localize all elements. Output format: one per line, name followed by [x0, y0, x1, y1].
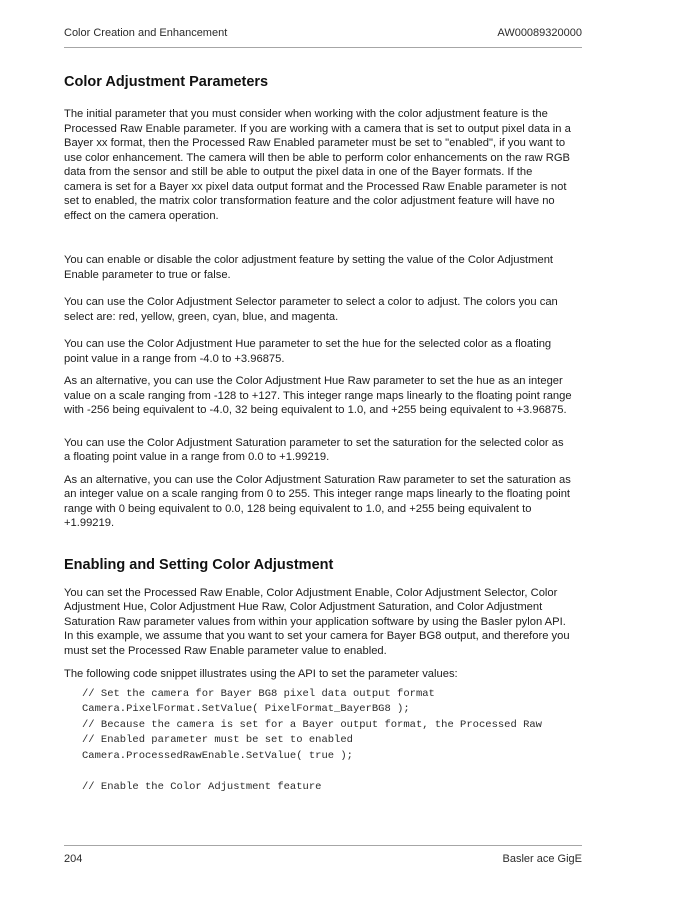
paragraph-color-adjustment-selector: You can use the Color Adjustment Selector parameter to select a color to adjust. The colors you can select are: red, yellow, green, cyan, blue, and magenta. — [64, 296, 558, 323]
paragraph-color-adjustment-hue: You can use the Color Adjustment Hue parameter to set the hue for the selected color as a floating point value in a range from -4.0 to +3.96875. — [64, 338, 552, 365]
paragraph-color-adjustment-enable: You can enable or disable the color adjustment feature by setting the value of the Color Adjustment Enable parameter to true or false. — [64, 254, 554, 281]
code-snippet — [64, 687, 582, 796]
paragraph-color-adjustment-saturation: You can use the Color Adjustment Saturation parameter to set the saturation for the selected color as a floating point value in a range from 0.0 to +1.99219. — [64, 436, 564, 463]
footer-page-number: 204 — [64, 853, 83, 865]
page-header — [64, 27, 582, 48]
code-line-comment-set-camera: // Set the camera for Bayer BG8 pixel data output format — [82, 687, 435, 700]
paragraph-color-adjustment-saturation-raw: As an alternative, you can use the Color Adjustment Saturation Raw parameter to set the saturation as an integer value on a scale ranging from 0 to 255. This integer range maps linearly to the floating point range with 0 being equivalent to 0.0, 128 being equivalent to 1.0, and +255 being equivalent to +1.99219. — [64, 473, 571, 529]
section-heading-color-adjustment-parameters: Color Adjustment Parameters — [64, 74, 269, 90]
page-body — [64, 74, 582, 795]
code-line-comment-enabled-parameter: // Enabled parameter must be set to enabled — [82, 734, 353, 746]
code-line-comment-enable-color-adjustment: // Enable the Color Adjustment feature — [82, 780, 322, 793]
code-line-pixelformat-setvalue: Camera.PixelFormat.SetValue( PixelFormat_BayerBG8 ); — [82, 703, 410, 715]
paragraph-pylon-api-example: You can set the Processed Raw Enable, Color Adjustment Enable, Color Adjustment Selector, Color Adjustment Hue, Color Adjustment Hue Raw, Color Adjustment Saturation, and Color Adjustment Saturation Raw parameter values from within your application software by using the Basler pylon API. In this example, we assume that you want to set your camera for Bayer BG8 output, and therefore you must set the Processed Raw Enable parameter value to enabled. — [64, 586, 570, 657]
code-line-comment-because: // Because the camera is set for a Bayer output format, the Processed Raw — [82, 718, 542, 731]
header-running-title: Color Creation and Enhancement — [64, 27, 228, 39]
section-heading-enabling-and-setting: Enabling and Setting Color Adjustment — [64, 556, 334, 573]
paragraph-code-snippet-intro: The following code snippet illustrates using the API to set the parameter values: — [64, 668, 458, 680]
header-document-id: AW00089320000 — [497, 27, 582, 39]
footer-product-name: Basler ace GigE — [502, 853, 582, 865]
page-footer — [64, 845, 582, 865]
paragraph-color-adjustment-hue-raw: As an alternative, you can use the Color Adjustment Hue Raw parameter to set the hue as an integer value on a scale ranging from -128 to +127. This integer range maps linearly to the floating point range with -256 being equivalent to -4.0, 32 being equivalent to 1.0, and +255 being equivalent to +3.96875. — [64, 375, 572, 416]
code-line-processedrawenable-setvalue: Camera.ProcessedRawEnable.SetValue( true ); — [82, 749, 353, 762]
paragraph-processed-raw-enable-intro: The initial parameter that you must consider when working with the color adjustment feature is the Processed Raw Enable parameter. If you are working with a camera that is set to output pixel data in a Bayer xx format, then the Processed Raw Enabled parameter must be set to "enabled", if you want to use color enhancement. The camera will then be able to perform color enhancements on the raw RGB data from the sensor and still be able to output the pixel data in one of the Bayer formats. If the camera is set for a Bayer xx pixel data output format and the Processed Raw Enable parameter is not set to enabled, the matrix color transformation feature and the color adjustment feature will have no effect on the camera operation. — [64, 108, 571, 222]
code-line-blank — [82, 764, 582, 780]
